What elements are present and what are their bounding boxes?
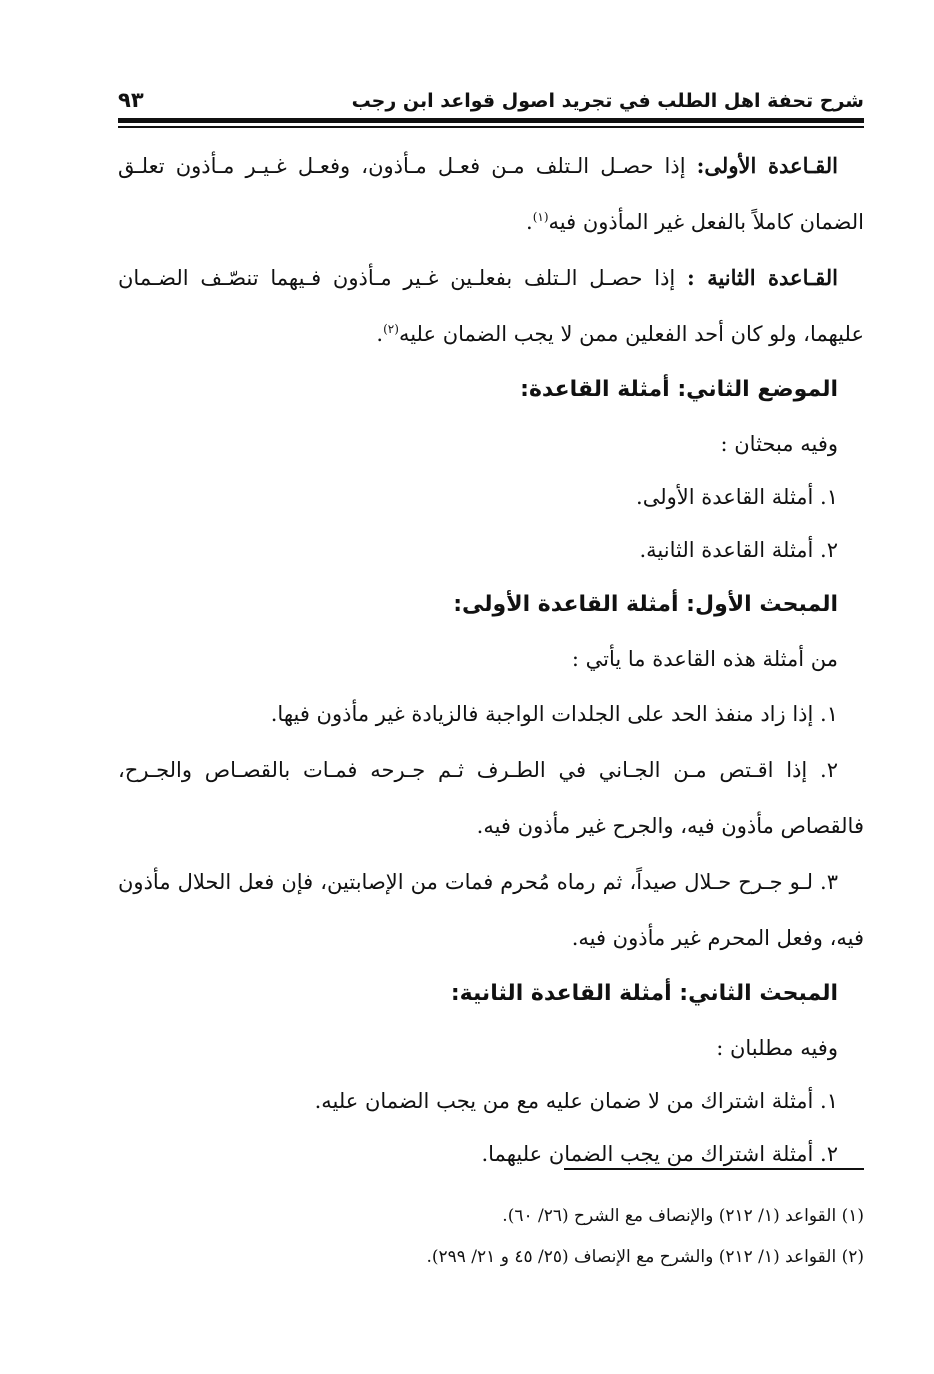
rule-two-label: القـاعدة الثانية :	[687, 265, 838, 290]
section-heading-examples: الموضع الثاني: أمثلة القاعدة:	[520, 377, 838, 402]
intro-two-topics: وفيه مبحثان :	[720, 432, 838, 456]
list-item: ٢. أمثلة اشتراك من يجب الضمان عليهما.	[481, 1142, 838, 1166]
running-header	[118, 78, 864, 112]
header-title: شرح تحفة اهل الطلب في تجريد اصول قواعد ابن رجب	[351, 90, 864, 112]
list-item: ١. أمثلة القاعدة الأولى.	[636, 485, 838, 509]
rule-two-paragraph: القـاعدة الثانية : إذا حصـل الـتلف بفعلـين غـير مـأذون فـيهما تنصّـف الضـمان عليهما، ولو كان أحد الفعلين ممن لا يجب الضمان عليه$^{(٢)}$.	[118, 265, 864, 346]
header-rule-thick	[118, 118, 864, 123]
rule-one-text: إذا حصـل الـتلف مـن فعـل مـأذون، وفعـل غـيـر مـأذون تعلـق الضمان كاملاً بالفعل غير المأذون فيه	[118, 154, 864, 234]
example-two: ٢. إذا اقـتص مـن الجـاني في الطـرف ثـم جـرحه فمـات بالقصـاص والجـرح، فالقصاص مأذون فيه، والجرح غير مأذون فيه.	[118, 758, 864, 838]
rule-one-paragraph: القـاعدة الأولى: إذا حصـل الـتلف مـن فعـل مـأذون، وفعـل غـيـر مـأذون تعلـق الضمان كاملاً بالفعل غير المأذون فيه$^{(١)}$.	[118, 153, 864, 234]
footnote-ref-1: (١)	[532, 210, 549, 224]
page-number: ٩٣	[118, 88, 144, 112]
main-text	[118, 138, 864, 1181]
rule-one-label: القـاعدة الأولى:	[696, 153, 838, 178]
section-heading-second-topic: المبحث الثاني: أمثلة القاعدة الثانية:	[450, 981, 838, 1006]
footnote-ref-2: (٢)	[383, 322, 399, 336]
footnote-separator	[564, 1168, 864, 1170]
section-heading-first-topic: المبحث الأول: أمثلة القاعدة الأولى:	[453, 592, 838, 617]
footnote-1: (١) القواعد (١/ ٢١٢) والإنصاف مع الشرح (٢٦/ ٦٠).	[502, 1206, 864, 1226]
example-three: ٣. لـو جـرح حـلال صيداً، ثم رماه مُحرم فمات من الإصابتين، فإن فعل الحلال مأذون فيه، وفعل المحرم غير مأذون فيه.	[118, 870, 864, 950]
list-item: ٢. أمثلة القاعدة الثانية.	[639, 538, 838, 562]
list-item: ١. أمثلة اشتراك من لا ضمان عليه مع من يجب الضمان عليه.	[314, 1089, 838, 1113]
footnotes	[118, 1196, 864, 1278]
book-page	[118, 78, 864, 1267]
rule-two-text: إذا حصـل الـتلف بفعلـين غـير مـأذون فـيهما تنصّـف الضـمان عليهما، ولو كان أحد الفعلين ممن لا يجب الضمان عليه	[118, 266, 864, 346]
intro-two-subtopics: وفيه مطلبان :	[716, 1036, 838, 1060]
header-rule-thin	[118, 126, 864, 128]
intro-examples: من أمثلة هذه القاعدة ما يأتي :	[571, 647, 838, 671]
footnote-2: (٢) القواعد (١/ ٢١٢) والشرح مع الإنصاف (٢٥/ ٤٥ و ٢١/ ٢٩٩).	[426, 1247, 864, 1267]
example-one: ١. إذا زاد منفذ الحد على الجلدات الواجبة فالزيادة غير مأذون فيها.	[270, 702, 838, 726]
